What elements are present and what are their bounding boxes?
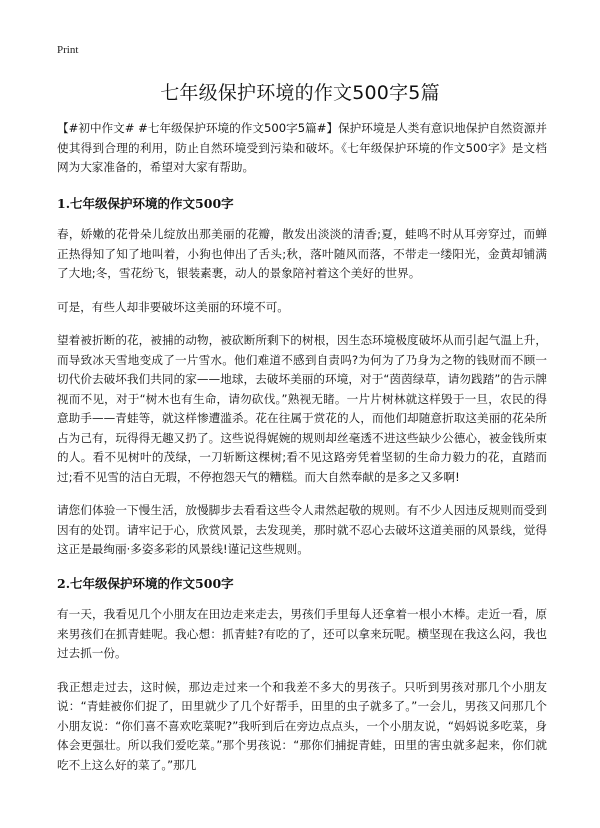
- body-paragraph: 我正想走过去，这时候，那边走过来一个和我差不多大的男孩子。只听到男孩对那几个小朋友说：“青蛙被你们捉了，田里就少了几个好帮手，田里的虫子就多了。”一会儿，男孩又问那几个小朋友说：“你们喜不喜欢吃菜呢?”我听到后在旁边点点头，一个小朋友说，“妈妈说多吃菜，身体会更强壮。所以我们爱吃菜。”那个男孩说：“那你们捕捉青蛙，田里的害虫就多起来，你们就吃不上这么好的菜了。”那几: [57, 679, 547, 772]
- body-paragraph: 可是，有些人却非要破坏这美丽的环境不可。: [57, 299, 289, 314]
- section-heading: 2.七年级保护环境的作文500字: [57, 575, 234, 591]
- body-paragraph: 有一天，我看见几个小朋友在田边走来走去，男孩们手里每人还拿着一根小木棒。走近一看，原来男孩们在抓青蛙呢。我心想：抓青蛙?有吃的了，还可以拿来玩呢。横坚现在我这么闷，我也过去抓一份。: [57, 607, 547, 660]
- body-paragraph: 请您们体验一下慢生活，放慢脚步去看看这些令人肃然起敬的规则。有不少人因违反规则而受到因有的处罚。请牢记于心，欣赏风景，去发现美，那时就不忍心去破坏这道美丽的风景线，觉得这正是最绚丽·多姿多彩的风景线!谨记这些规则。: [57, 503, 547, 556]
- body-paragraph: 春，娇嫩的花骨朵儿绽放出那美丽的花瓣，散发出淡淡的清香;夏，蛙鸣不时从耳旁穿过，而蝉正热得知了知了地叫着，小狗也伸出了舌头;秋，落叶随风而落，不带走一缕阳光，金黄却铺满了大地;冬，雪花纷飞，银装素裹，动人的景象陪衬着这个美好的世界。: [57, 227, 547, 280]
- section-heading: 1.七年级保护环境的作文500字: [57, 195, 234, 211]
- intro-paragraph: 【#初中作文# #七年级保护环境的作文500字5篇#】保护环境是人类有意识地保护自然资源并使其得到合理的利用，防止自然环境受到污染和破坏。《七年级保护环境的作文500字》是文档网为大家准备的，希望对大家有帮助。: [57, 121, 547, 174]
- document-title: 七年级保护环境的作文500字5篇: [160, 82, 440, 104]
- document-body: [57, 119, 547, 789]
- body-paragraph: 望着被折断的花，被捕的动物，被砍断所剩下的树根，因生态环境极度破坏从而引起气温上升，而导致冰天雪地变成了一片雪水。他们难道不感到自责吗?为何为了乃身为之物的钱财而不顾一切代价去破坏我们共同的家——地球，去破坏美丽的环境，对于“茵茵绿草，请勿践踏”的告示牌视而不见，对于“树木也有生命，请勿砍伐。”熟视无睹。一片片树林就这样毁于一旦，农民的得意助手——青蛙等，就这样惨遭滥杀。花在往属于赏花的人，而他们却随意折取这美丽的花朵所占为己有，玩得得无趣又扔了。这些说得娓婉的规则却丝毫透不进这些缺少公德心，被金钱所束的人。看不见树叶的茂绿，一刀斩断这棵树;看不见这路旁凭着坚韧的生命力毅力的花，直踏而过;看不见雪的洁白无瑕，不停抱怨天气的糟糕。而大自然奉献的是多之又多啊!: [57, 333, 547, 484]
- print-label: Print: [57, 44, 79, 56]
